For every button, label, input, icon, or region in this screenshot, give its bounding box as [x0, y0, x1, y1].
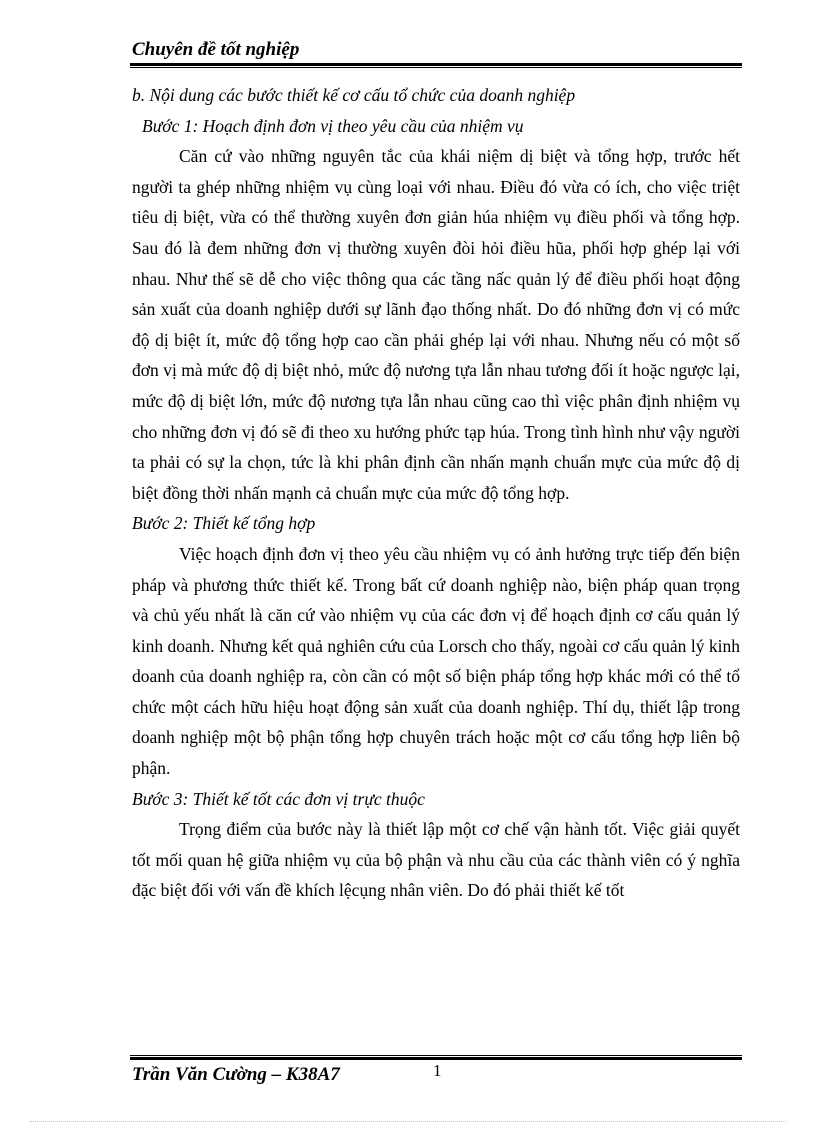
page-bottom-border: [30, 1121, 786, 1122]
step1-heading: Bước 1: Hoạch định đơn vị theo yêu cầu của nhiệm vụ: [142, 115, 524, 136]
document-body: [132, 80, 740, 906]
section-heading: b. Nội dung các bước thiết kế cơ cấu tổ chức của doanh nghiệp: [132, 85, 576, 105]
page-number: 1: [433, 1061, 442, 1080]
header-rule: [130, 63, 742, 68]
step2-heading: Bước 2: Thiết kế tổng hợp: [132, 513, 316, 534]
step1-paragraph: Căn cứ vào những nguyên tắc của khái niệm dị biệt và tổng hợp, trước hết người ta ghép những nhiệm vụ cùng loại với nhau. Điều đó vừa có ích, cho việc triệt tiêu dị biệt, vừa có thể thường xuyên đơn giản húa nhiệm vụ điều phối và tổng hợp. Sau đó là đem những đơn vị thường xuyên đòi hỏi điều hũa, phối hợp ghép lại với nhau. Như thế sẽ dễ cho việc thông qua các tầng nấc quản lý để điều phối hoạt động sản xuất của doanh nghiệp dưới sự lãnh đạo thống nhất. Do đó những đơn vị có mức độ dị biệt ít, mức độ tổng hợp cao cần phải ghép lại với nhau. Nhưng nếu có một số đơn vị mà mức độ dị biệt nhỏ, mức độ nương tựa lẫn nhau tương đối ít hoặc ngược lại, mức độ dị biệt lớn, mức độ nương tựa lẫn nhau cũng cao thì việc phân định nhiệm vụ cho những đơn vị đó sẽ đi theo xu hướng phức tạp húa. Trong tình hình như vậy người ta phải có sự la chọn, tức là khi phân định cần nhấn mạnh chuẩn mực của mức độ dị biệt đồng thời nhấn mạnh cả chuẩn mực của mức độ tổng hợp.: [132, 146, 740, 503]
step3-heading: Bước 3: Thiết kế tốt các đơn vị trực thuộc: [132, 788, 425, 809]
footer-author: Trần Văn Cường – K38A7: [132, 1064, 340, 1085]
step2-paragraph: Việc hoạch định đơn vị theo yêu cầu nhiệm vụ có ảnh hưởng trực tiếp đến biện pháp và phương thức thiết kế. Trong bất cứ doanh nghiệp nào, biện pháp quan trọng và chủ yếu nhất là căn cứ vào nhiệm vụ của các đơn vị để hoạch định cơ cấu quản lý kinh doanh. Nhưng kết quả nghiên cứu của Lorsch cho thấy, ngoài cơ cấu quản lý kinh doanh của doanh nghiệp ra, còn cần có một số biện pháp tổng hợp khác mới có thể tổ chức một cách hữu hiệu hoạt động sản xuất của doanh nghiệp. Thí dụ, thiết lập trong doanh nghiệp một bộ phận tổng hợp chuyên trách hoặc một cơ cấu tổng hợp liên bộ phận.: [132, 543, 740, 779]
step3-paragraph: Trọng điểm của bước này là thiết lập một cơ chế vận hành tốt. Việc giải quyết tốt mối quan hệ giữa nhiệm vụ của bộ phận và nhu cầu của các thành viên có ý nghĩa đặc biệt đối với vấn đề khích lệcụng nhân viên. Do đó phải thiết kế tốt: [132, 819, 740, 901]
header-title: Chuyên đề tốt nghiệp: [132, 39, 300, 60]
